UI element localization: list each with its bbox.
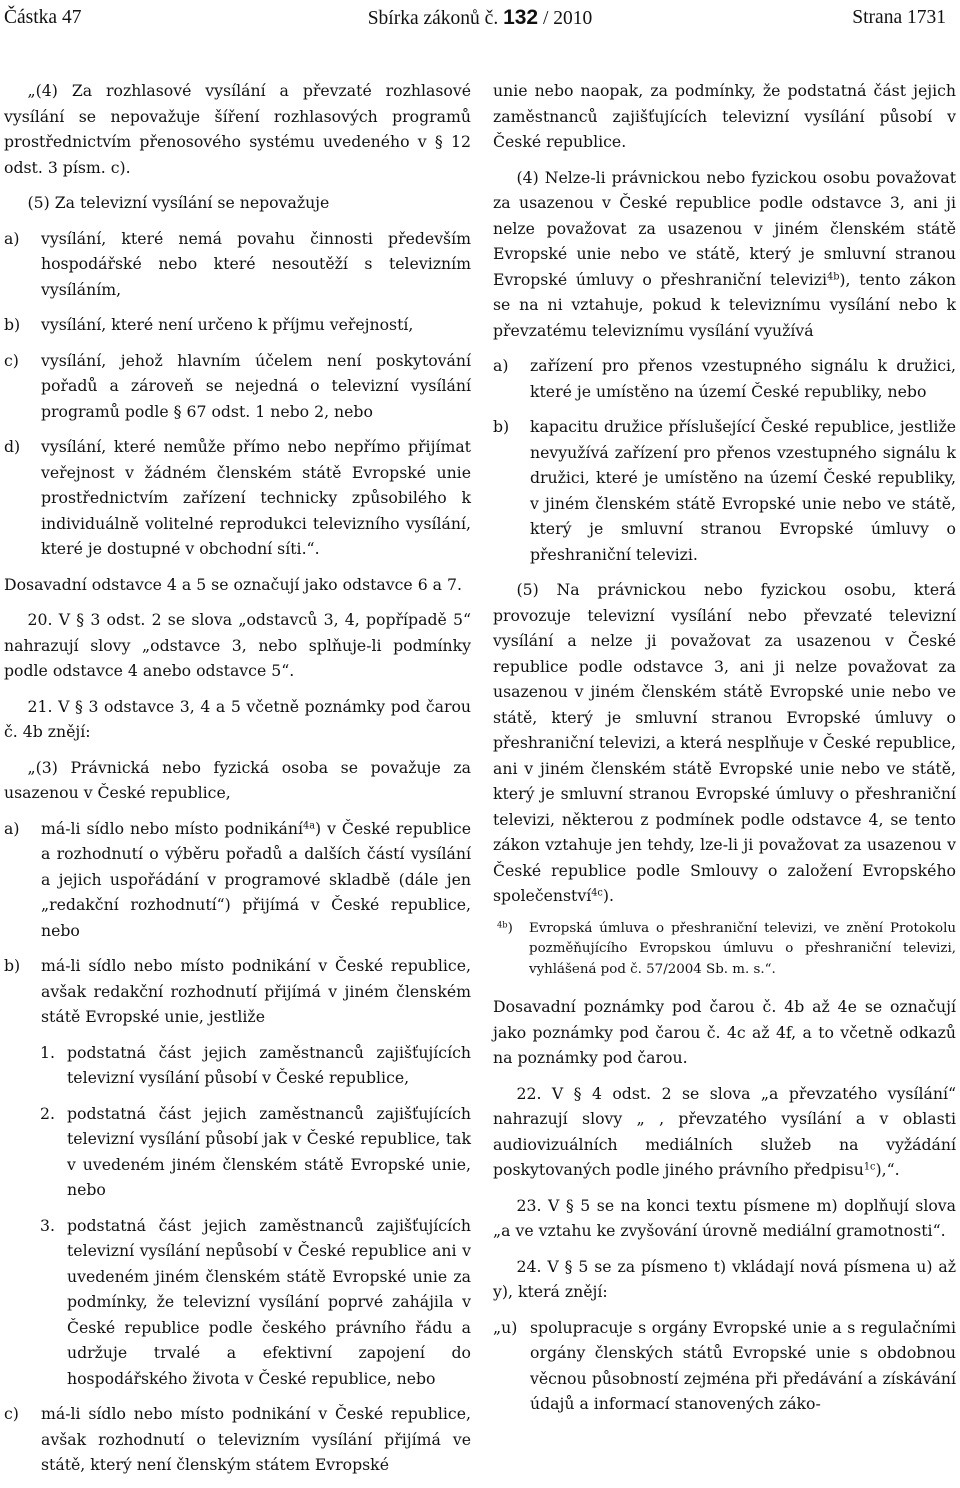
paragraph-text-part: ), tento zákon se na ni vztahuje, pokud k televiznímu vysílání nebo k převzatému televiznímu vysílání využívá bbox=[493, 269, 956, 340]
item-marker: c) bbox=[4, 1404, 19, 1423]
header-collection-label: Sbírka zákonů č. bbox=[367, 8, 499, 29]
sub-list-item bbox=[40, 1101, 471, 1203]
item-marker: a) bbox=[493, 356, 509, 375]
item-marker: a) bbox=[4, 818, 20, 838]
sub-list-item bbox=[40, 1213, 471, 1392]
amendment-point-20: 20. V § 3 odst. 2 se slova „odstavců 3, 4, popřípadě 5“ nahrazují slovy „odstavce 3, nebo splňuje-li podmínky podle odstavce 4 anebo odstavce 5“. bbox=[4, 610, 471, 680]
item-marker: b) bbox=[4, 315, 21, 334]
renumbering-note: Dosavadní odstavce 4 a 5 se označují jako odstavce 6 a 7. bbox=[4, 574, 462, 594]
item-marker: a) bbox=[4, 228, 20, 248]
footnote-paren: ) bbox=[507, 920, 513, 936]
paragraph-text-part: ). bbox=[602, 886, 614, 905]
item-text: kapacitu družice příslušející České republice, jestliže nevyužívá zařízení pro přenos vzestupného signálu k družici, které je umístěno na území České republiky, v jiném členském státě Evropské unie nebo ve státě, který je smluvní stranou Evropské úmluvy o přeshraniční televizi. bbox=[530, 417, 956, 564]
list-item bbox=[4, 226, 471, 303]
page-header bbox=[0, 5, 960, 31]
footnote-text: Evropská úmluva o přeshraniční televizi, ve znění Protokolu pozměňujícího Evropskou úmluvu o přeshraniční televizi, vyhlášená pod č. 57/2004 Sb. m. s.“. bbox=[529, 920, 956, 977]
header-page-number: Strana 1731 bbox=[852, 7, 946, 28]
item-text: podstatná část jejich zaměstnanců zajišťujících televizní vysílání nepůsobí v České republice ani v uvedeném jiném členském státě Evropské unie za podmínky, že televizní vysílání poprvé zahájila v České republice podle českého právního řádu a udržuje trvalé a efektivní zapojení do hospodářského života v České republice, nebo bbox=[67, 1215, 471, 1388]
amendment-point-22 bbox=[493, 1081, 956, 1183]
left-column bbox=[4, 78, 471, 1488]
footnote bbox=[493, 919, 956, 981]
footnote-ref: 4c bbox=[591, 887, 603, 899]
item-text: spolupracuje s orgány Evropské unie a s regulačními orgány členských států Evropské unie s obdobnou věcnou působností zejména při předávání a získávání údajů a informací stanovených záko- bbox=[530, 1317, 956, 1413]
footnote-ref: 4b bbox=[827, 271, 840, 283]
right-column bbox=[493, 78, 956, 1427]
item-marker: d) bbox=[4, 437, 21, 456]
list-item bbox=[493, 353, 956, 404]
item-marker: b) bbox=[493, 417, 510, 436]
footnote-ref: 1c bbox=[863, 1161, 876, 1173]
list-item bbox=[4, 434, 471, 562]
amendment-point-24: 24. V § 5 se za písmeno t) vkládají nová písmena u) až y), která znějí: bbox=[493, 1256, 956, 1301]
item-marker: 3. bbox=[40, 1215, 55, 1235]
item-marker: 2. bbox=[40, 1103, 55, 1123]
paragraph-3-quote: „(3) Právnická nebo fyzická osoba se považuje za usazenou v České republice, bbox=[4, 757, 471, 802]
item-text: má-li sídlo nebo místo podnikání v České republice, avšak rozhodnutí o televizním vysílání přijímá ve státě, který není členským státem Evropské bbox=[41, 1404, 471, 1474]
list-item bbox=[4, 953, 471, 1030]
item-marker: b) bbox=[4, 956, 21, 975]
item-text: vysílání, které nemůže přímo nebo nepřímo přijímat veřejnost v žádném členském státě Evropské unie prostřednictvím zařízení technicky způsobilého k individuálně volitelné reprodukci televizního vysílání, které je dostupné v obchodní síti.“. bbox=[41, 437, 471, 558]
header-collection bbox=[0, 5, 960, 32]
item-marker: „u) bbox=[493, 1317, 518, 1337]
list-item bbox=[493, 414, 956, 567]
item-text: má-li sídlo nebo místo podnikání v České republice, avšak redakční rozhodnutí přijímá v jiném členském státě Evropské unie, jestliže bbox=[41, 956, 471, 1026]
sub-list-item bbox=[40, 1040, 471, 1091]
continued-text: unie nebo naopak, za podmínky, že podstatná část jejich zaměstnanců zajišťujících televizní vysílání působí v České republice. bbox=[493, 81, 956, 151]
amendment-point-23: 23. V § 5 se na konci textu písmene m) doplňují slova „a ve vztahu ke zvyšování úrovně mediální gramotnosti“. bbox=[493, 1195, 956, 1240]
item-text-part: ) v České republice a rozhodnutí o výběru pořadů a dalších částí vysílání a jejich uspořádání v programové skladbě (dále jen „redakční rozhodnutí“) přijímá v České republice, nebo bbox=[41, 818, 471, 940]
item-text: podstatná část jejich zaměstnanců zajišťujících televizní vysílání působí jak v České republice, tak v uvedeném jiném členském státě Evropské unie, nebo bbox=[67, 1103, 471, 1199]
item-marker: c) bbox=[4, 350, 19, 370]
footnote-number: 4b bbox=[497, 918, 508, 929]
amendment-point-21: 21. V § 3 odstavce 3, 4 a 5 včetně poznámky pod čarou č. 4b znějí: bbox=[4, 696, 471, 741]
paragraph-4-quote: „(4) Za rozhlasové vysílání a převzaté rozhlasové vysílání se nepovažuje šíření rozhlasových programů prostřednictvím přenosového systému uvedeného v § 12 odst. 3 písm. c). bbox=[4, 81, 471, 177]
paragraph-text-part: ),“. bbox=[875, 1160, 900, 1179]
paragraph-text-part: (5) Na právnickou nebo fyzickou osobu, která provozuje televizní vysílání nebo převzaté televizní vysílání a nelze ji považovat za usazenou v České republice podle odstavce 3, ani ji nelze považovat za usazenou v jiném členském státě Evropské unie nebo ve státě, který je smluvní stranou Evropské úmluvy o přeshraniční televizi, a která nesplňuje v České republice, ani v jiném členském státě Evropské unie nebo ve státě, který je smluvní stranou Evropské úmluvy o přeshraniční televizi, některou z podmínek podle odstavce 4, se tento zákon vztahuje jen tehdy, lze-li ji považovat za usazenou v České republice podle Smlouvy o založení Evropského společenství bbox=[493, 580, 957, 905]
header-issue-year: / 2010 bbox=[543, 8, 593, 29]
paragraph-text-part: 22. V § 4 odst. 2 se slova „a převzatého vysílání“ nahrazují slovy „ , převzatého vysílání a v oblasti audiovizuálních mediálních služeb na vyžádání poskytovaných podle jiného právního předpisu bbox=[493, 1083, 956, 1179]
header-issue-number: 132 bbox=[503, 6, 539, 29]
footnote-marker bbox=[493, 919, 529, 981]
item-text: podstatná část jejich zaměstnanců zajišťujících televizní vysílání působí v České republice, bbox=[67, 1042, 471, 1087]
paragraph-5 bbox=[493, 577, 956, 909]
item-text: zařízení pro přenos vzestupného signálu k družici, které je umístěno na území České republiky, nebo bbox=[530, 356, 956, 401]
list-item bbox=[4, 312, 471, 338]
list-item bbox=[4, 816, 471, 944]
item-text: vysílání, jehož hlavním účelem není poskytování pořadů a zároveň se nejedná o televizní vysílání programů podle § 67 odst. 1 nebo 2, nebo bbox=[41, 350, 471, 421]
footnote-ref: 4a bbox=[303, 820, 316, 832]
item-text-part: má-li sídlo nebo místo podnikání bbox=[41, 818, 304, 838]
paragraph-5-intro: (5) Za televizní vysílání se nepovažuje bbox=[27, 193, 330, 212]
item-marker: 1. bbox=[40, 1042, 55, 1062]
list-item bbox=[493, 1315, 956, 1417]
footnote-renumbering-note: Dosavadní poznámky pod čarou č. 4b až 4e se označují jako poznámky pod čarou č. 4c až 4f, a to včetně odkazů na poznámky pod čarou. bbox=[493, 997, 956, 1067]
header-part: Částka 47 bbox=[4, 7, 82, 28]
paragraph-text-part: (4) Nelze-li právnickou nebo fyzickou osobu považovat za usazenou v České republice podle odstavce 3, ani ji nelze považovat za usazenou v jiném členském státě Evropské unie nebo ve státě, který je smluvní stranou Evropské úmluvy o přeshraniční televizi bbox=[493, 167, 956, 289]
item-text: vysílání, které není určeno k příjmu veřejností, bbox=[41, 315, 414, 334]
item-text bbox=[41, 816, 471, 944]
paragraph-4 bbox=[493, 165, 956, 344]
list-item bbox=[4, 348, 471, 425]
item-text: vysílání, které nemá povahu činnosti především hospodářské nebo které nesoutěží s televizním vysíláním, bbox=[41, 228, 471, 299]
list-item bbox=[4, 1401, 471, 1478]
